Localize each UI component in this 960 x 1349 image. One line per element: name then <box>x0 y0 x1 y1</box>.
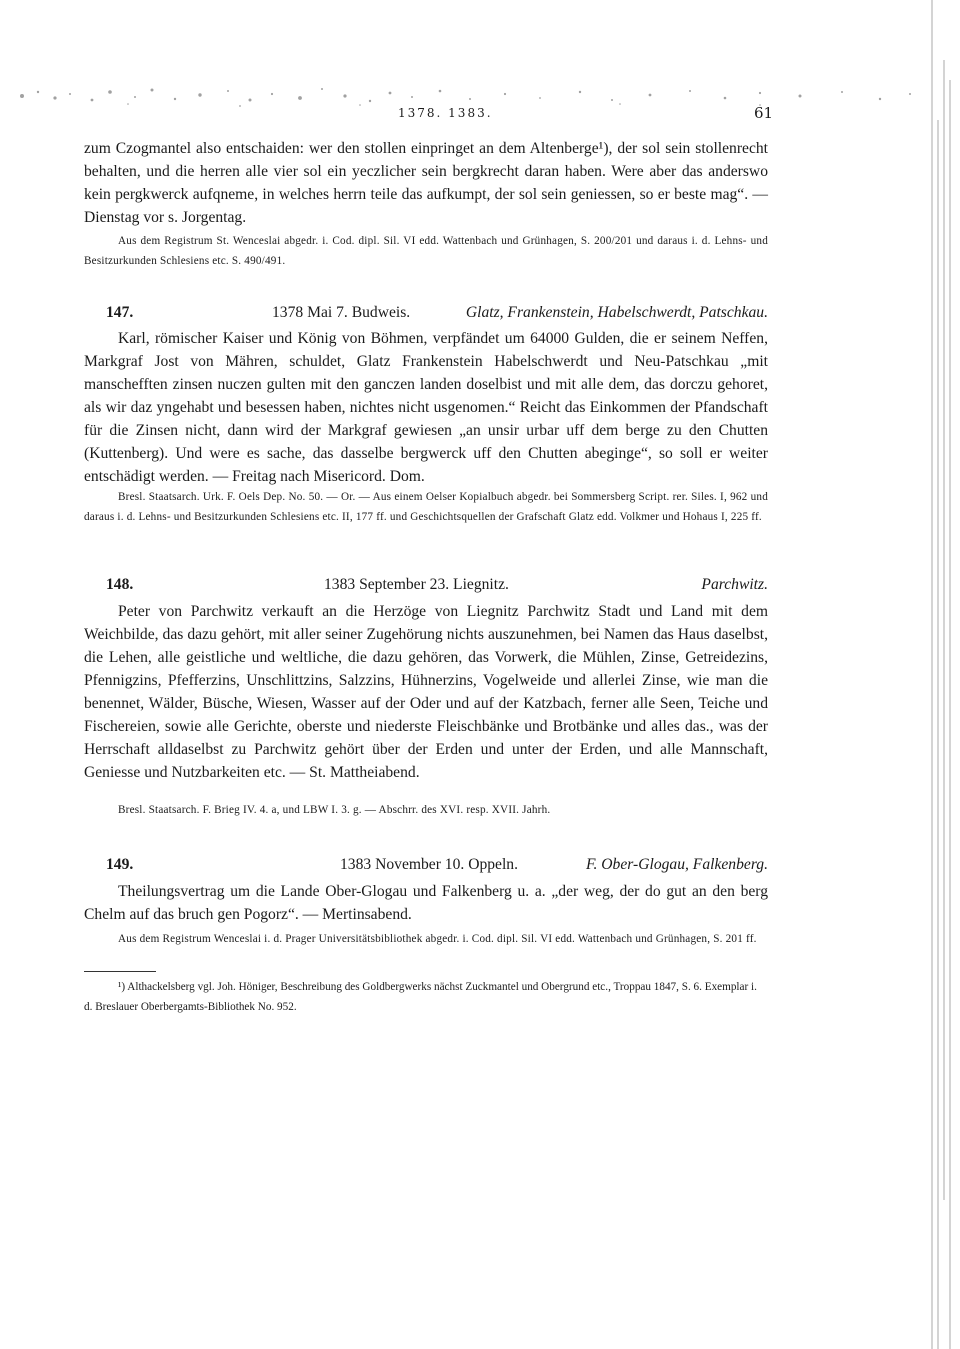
intro-source-text: Aus dem Registrum St. Wenceslai abgedr. i. Cod. dipl. Sil. VI edd. Wattenbach und Grünhagen, S. 200/201 und daraus i. d. Lehns- und Besitzurkunden Schlesiens etc. S. 490/491. <box>84 235 768 267</box>
entry-source-text: Bresl. Staatsarch. F. Brieg IV. 4. a, und LBW I. 3. g. — Abschrr. des XVI. resp. XVII. Jahrh. <box>118 804 551 816</box>
entry-date: 1378 Mai 7. Budweis. <box>272 304 411 321</box>
entry-147-heading <box>84 304 768 326</box>
footnote-divider <box>84 971 156 972</box>
entry-places: Glatz, Frankenstein, Habelschwerdt, Patschkau. <box>465 304 768 321</box>
entry-148-text <box>84 600 768 784</box>
entry-149-heading <box>84 856 768 878</box>
entry-149-source <box>84 929 768 949</box>
scan-noise <box>0 70 930 130</box>
page-number: 61 <box>754 104 774 122</box>
entry-places: F. Ober-Glogau, Falkenberg. <box>585 856 768 873</box>
footnote <box>84 977 768 1017</box>
entry-number: 148. <box>106 576 134 593</box>
running-title: 1378. 1383. <box>398 106 493 120</box>
entry-147-source <box>84 487 768 527</box>
entry-148-heading <box>84 576 768 598</box>
entry-date: 1383 November 10. Oppeln. <box>340 856 518 873</box>
entry-147-text <box>84 327 768 488</box>
footnote-text: ¹) Althackelsberg vgl. Joh. Höniger, Beschreibung des Goldbergwerks nächst Zuckmantel und Obergrund etc., Troppau 1847, S. 6. Exemplar i. d. Breslauer Oberbergamts-Bibliothek No. 952. <box>84 981 757 1013</box>
entry-places: Parchwitz. <box>701 576 768 593</box>
entry-number: 147. <box>106 304 134 321</box>
entry-paragraph: Theilungsvertrag um die Lande Ober-Glogau und Falkenberg u. a. „der weg, der do gut an den berg Chelm auf das bruch gen Pogorz“. — Mertinsabend. <box>84 883 768 923</box>
entry-148-source <box>84 800 768 820</box>
entry-date: 1383 September 23. Liegnitz. <box>324 576 509 593</box>
entry-source-text: Aus dem Registrum Wenceslai i. d. Prager Universitätsbibliothek abgedr. i. Cod. dipl. Sil. VI edd. Wattenbach und Grünhagen, S. 201 ff. <box>118 933 757 945</box>
intro-source <box>84 231 768 271</box>
intro-paragraph: zum Czogmantel also entschaiden: wer den stollen einpringet an dem Altenberge¹), der sol sein stollenrecht behalten, und die herren alle vier sol ein yeczlicher sein bergkrecht daran haben. Were aber das anderswo kein pergkwerck aufqneme, in welches herrn teile das aufkumpt, der sol sein geniessen, so er beste mag“. — Dienstag vor s. Jorgentag. <box>84 140 768 226</box>
entry-source-text: Bresl. Staatsarch. Urk. F. Oels Dep. No. 50. — Or. — Aus einem Oelser Kopialbuch abgedr. bei Sommersberg Script. rer. Siles. I, 962 und daraus i. d. Lehns- und Besitzurkunden Schlesiens etc. II, 177 ff. und Geschichtsquellen der Grafschaft Glatz edd. Volkmer und Hohaus I, 225 ff. <box>84 491 768 523</box>
intro-text <box>84 137 768 229</box>
entry-paragraph: Karl, römischer Kaiser und König von Böhmen, verpfändet um 64000 Gulden, die er seinem Neffen, Markgraf Jost von Mähren, schuldet, Glatz Frankenstein Habelschwerdt und Neu-Patschkau „mit manschefften zinsen nuczen gulten mit den ganczen landen doselbist und mit alle dem, das dorczu gehoret, als wir daz yngehabt und besessen haben, nichtes nicht usgenomen.“ Reicht das Einkommen der Pfandschaft für die Zinsen nicht, dann wird der Markgraf gewiesen „an unsir urbar uff dem berge zu den Chutten (Kuttenberg). Und were es sache, das dasselbe bergwerck uff den Chutten abeginge“, so soll er weiter entschädigt werden. — Freitag nach Misericord. Dom. <box>84 330 768 485</box>
entry-number: 149. <box>106 856 134 873</box>
entry-paragraph: Peter von Parchwitz verkauft an die Herzöge von Liegnitz Parchwitz Stadt und Land mit dem Weichbilde, das dazu gehört, mit aller seiner Zugehörung nichts auszunehmen, bei Namen das Haus daselbst, die Lehen, alle geistliche und weltliche, die dazu gehören, das Vorwerk, die Mühlen, Zinse, Getreidezins, Pfennigzins, Pfefferzins, Unschlittzins, Salzzins, Hühnerzins, Vogelweide und allerlei Zinse, wie man die benennet, Wälder, Büsche, Wiesen, Wasser auf der Oder und auf der Katzbach, ferner alle Seen, Teiche und Fischereien, sowie alle Gerichte, oberste und niederste Fleischbänke und Brotbänke und alles das., was der Herrschaft alldaselbst zu Parchwitz gehört über der Erden und unter der Erden, und alle Mannschaft, Geniesse und Nutzbarkeiten etc. — St. Mattheiabend. <box>84 603 768 781</box>
page-edge <box>926 0 960 1349</box>
entry-149-text <box>84 880 768 926</box>
